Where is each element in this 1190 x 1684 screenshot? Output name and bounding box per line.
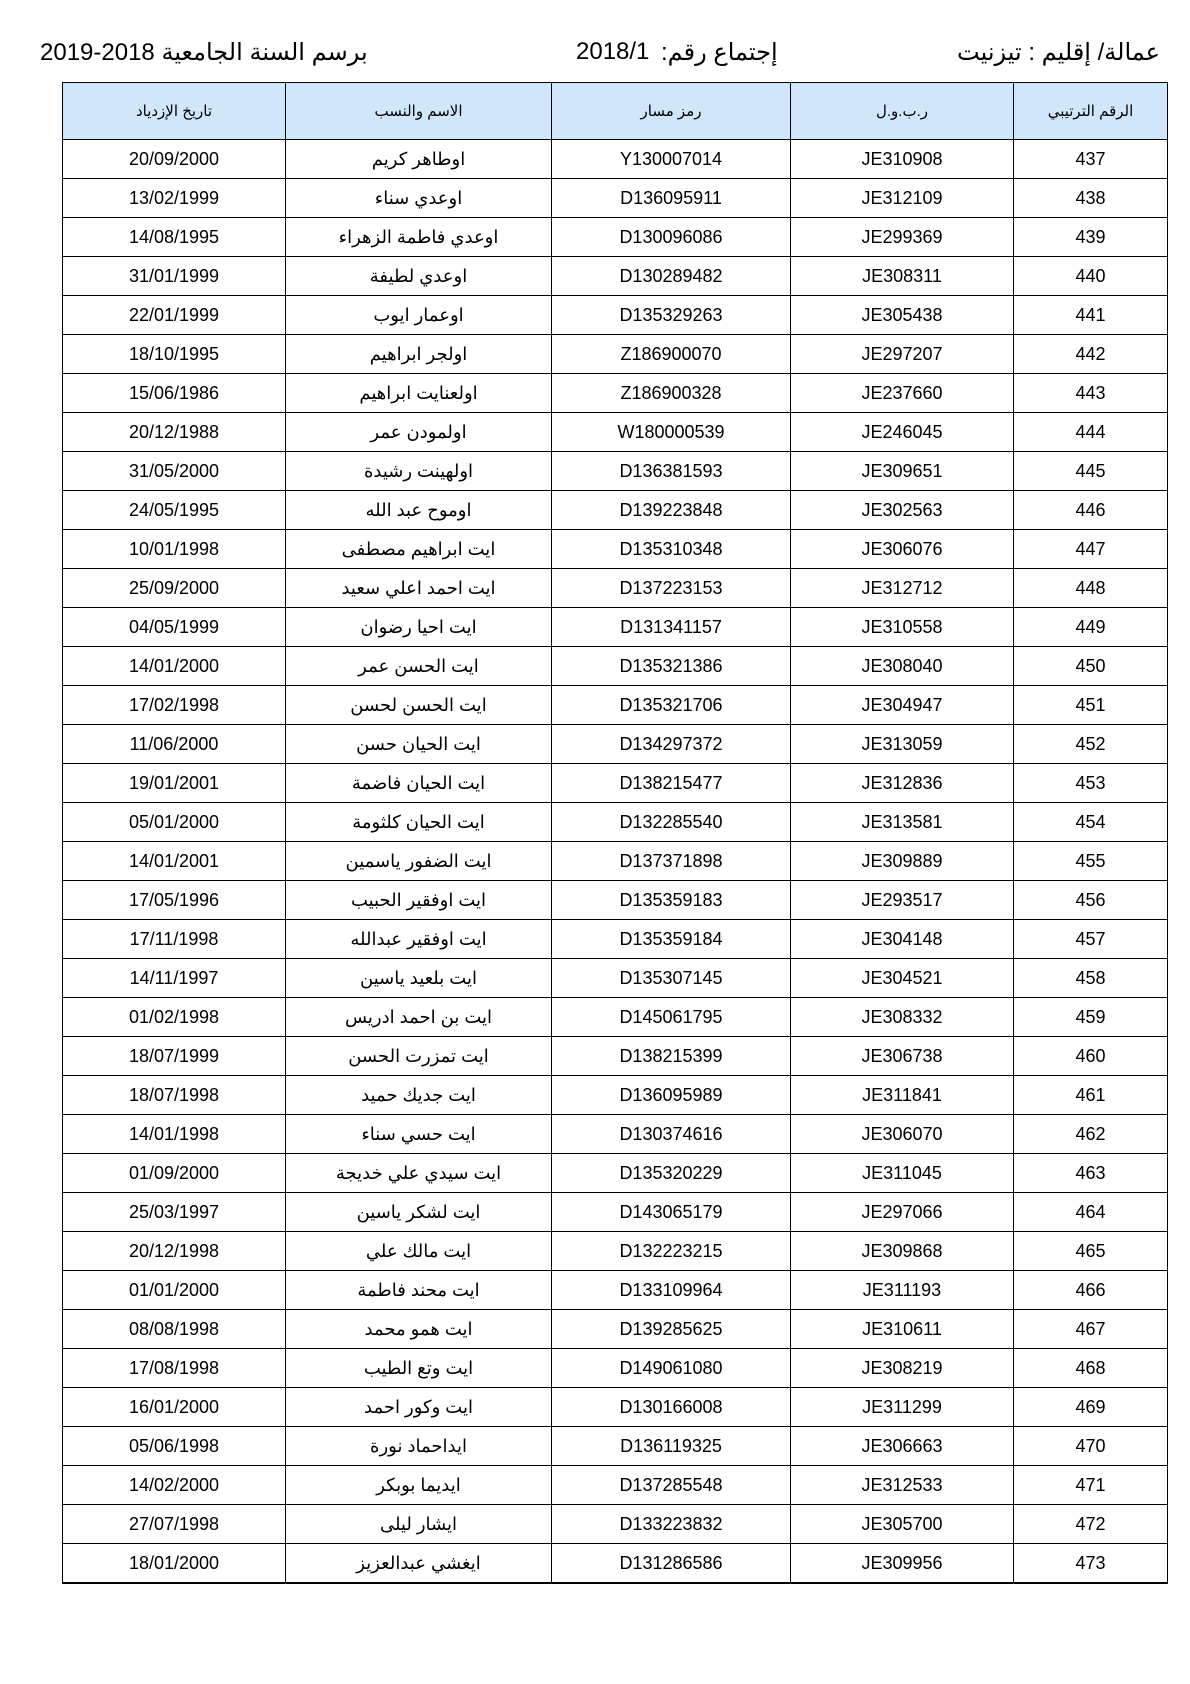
- massar-cell: D132285540: [552, 803, 791, 842]
- cin-cell: JE309956: [791, 1544, 1014, 1584]
- cin-cell: JE309868: [791, 1232, 1014, 1271]
- table-row: [63, 1349, 1168, 1388]
- name-cell: ايت الحسن عمر: [286, 647, 552, 686]
- table-row: [63, 1544, 1168, 1584]
- table-row: [63, 764, 1168, 803]
- table-row: [63, 530, 1168, 569]
- number-cell: 469: [1014, 1388, 1168, 1427]
- birthdate-cell: 18/07/1999: [63, 1037, 286, 1076]
- number-cell: 439: [1014, 218, 1168, 257]
- students-table: [62, 82, 1168, 1584]
- massar-cell: D130096086: [552, 218, 791, 257]
- massar-cell: D137285548: [552, 1466, 791, 1505]
- cin-cell: JE308219: [791, 1349, 1014, 1388]
- table-row: [63, 257, 1168, 296]
- number-cell: 451: [1014, 686, 1168, 725]
- number-cell: 468: [1014, 1349, 1168, 1388]
- table-row: [63, 218, 1168, 257]
- massar-cell: D130289482: [552, 257, 791, 296]
- birthdate-cell: 14/01/2001: [63, 842, 286, 881]
- massar-cell: D149061080: [552, 1349, 791, 1388]
- birthdate-cell: 01/09/2000: [63, 1154, 286, 1193]
- table-row: [63, 1310, 1168, 1349]
- birthdate-cell: 17/11/1998: [63, 920, 286, 959]
- col-header-number: الرقم الترتيبي: [1014, 83, 1168, 140]
- massar-cell: D136095989: [552, 1076, 791, 1115]
- number-cell: 461: [1014, 1076, 1168, 1115]
- massar-cell: D135310348: [552, 530, 791, 569]
- cin-cell: JE310908: [791, 140, 1014, 179]
- number-cell: 447: [1014, 530, 1168, 569]
- col-header-name: الاسم والنسب: [286, 83, 552, 140]
- birthdate-cell: 10/01/1998: [63, 530, 286, 569]
- name-cell: اولمودن عمر: [286, 413, 552, 452]
- birthdate-cell: 15/06/1986: [63, 374, 286, 413]
- birthdate-cell: 19/01/2001: [63, 764, 286, 803]
- cin-cell: JE311193: [791, 1271, 1014, 1310]
- table-row: [63, 179, 1168, 218]
- table-row: [63, 1154, 1168, 1193]
- cin-cell: JE304947: [791, 686, 1014, 725]
- name-cell: ايت بلعيد ياسين: [286, 959, 552, 998]
- massar-cell: D135321386: [552, 647, 791, 686]
- table-row: [63, 920, 1168, 959]
- name-cell: ايت الضفور ياسمين: [286, 842, 552, 881]
- massar-cell: D136119325: [552, 1427, 791, 1466]
- birthdate-cell: 14/01/1998: [63, 1115, 286, 1154]
- table-row: [63, 569, 1168, 608]
- massar-cell: D130166008: [552, 1388, 791, 1427]
- birthdate-cell: 22/01/1999: [63, 296, 286, 335]
- table-row: [63, 491, 1168, 530]
- massar-cell: D145061795: [552, 998, 791, 1037]
- number-cell: 456: [1014, 881, 1168, 920]
- massar-cell: D138215477: [552, 764, 791, 803]
- birthdate-cell: 14/11/1997: [63, 959, 286, 998]
- birthdate-cell: 04/05/1999: [63, 608, 286, 647]
- cin-cell: JE237660: [791, 374, 1014, 413]
- number-cell: 457: [1014, 920, 1168, 959]
- cin-cell: JE308311: [791, 257, 1014, 296]
- name-cell: ايت ابراهيم مصطفى: [286, 530, 552, 569]
- name-cell: ايديما بوبكر: [286, 1466, 552, 1505]
- birthdate-cell: 25/09/2000: [63, 569, 286, 608]
- number-cell: 463: [1014, 1154, 1168, 1193]
- cin-cell: JE306076: [791, 530, 1014, 569]
- name-cell: اوعدي فاطمة الزهراء: [286, 218, 552, 257]
- cin-cell: JE311299: [791, 1388, 1014, 1427]
- table-row: [63, 1076, 1168, 1115]
- number-cell: 465: [1014, 1232, 1168, 1271]
- name-cell: ايت محند فاطمة: [286, 1271, 552, 1310]
- table-row: [63, 998, 1168, 1037]
- massar-cell: D135329263: [552, 296, 791, 335]
- number-cell: 448: [1014, 569, 1168, 608]
- cin-cell: JE305700: [791, 1505, 1014, 1544]
- massar-cell: D130374616: [552, 1115, 791, 1154]
- cin-cell: JE306663: [791, 1427, 1014, 1466]
- birthdate-cell: 13/02/1999: [63, 179, 286, 218]
- col-header-birthdate: تاريخ الإزدياد: [63, 83, 286, 140]
- table-row: [63, 452, 1168, 491]
- table-row: [63, 140, 1168, 179]
- cin-cell: JE302563: [791, 491, 1014, 530]
- col-header-cin: ر.ب.و.ل: [791, 83, 1014, 140]
- table-row: [63, 1115, 1168, 1154]
- name-cell: اولهينت رشيدة: [286, 452, 552, 491]
- name-cell: ايت اوفقير الحبيب: [286, 881, 552, 920]
- massar-cell: D135320229: [552, 1154, 791, 1193]
- birthdate-cell: 20/12/1988: [63, 413, 286, 452]
- name-cell: ايت احمد اعلي سعيد: [286, 569, 552, 608]
- cin-cell: JE309889: [791, 842, 1014, 881]
- number-cell: 459: [1014, 998, 1168, 1037]
- number-cell: 450: [1014, 647, 1168, 686]
- number-cell: 462: [1014, 1115, 1168, 1154]
- name-cell: ايت الحيان حسن: [286, 725, 552, 764]
- birthdate-cell: 31/05/2000: [63, 452, 286, 491]
- number-cell: 438: [1014, 179, 1168, 218]
- massar-cell: D136381593: [552, 452, 791, 491]
- table-row: [63, 1466, 1168, 1505]
- cin-cell: JE306738: [791, 1037, 1014, 1076]
- number-cell: 453: [1014, 764, 1168, 803]
- table-row: [63, 1505, 1168, 1544]
- massar-cell: D137223153: [552, 569, 791, 608]
- number-cell: 441: [1014, 296, 1168, 335]
- birthdate-cell: 17/08/1998: [63, 1349, 286, 1388]
- cin-cell: JE312836: [791, 764, 1014, 803]
- number-cell: 446: [1014, 491, 1168, 530]
- cin-cell: JE309651: [791, 452, 1014, 491]
- cin-cell: JE297066: [791, 1193, 1014, 1232]
- number-cell: 472: [1014, 1505, 1168, 1544]
- name-cell: اوعمار ايوب: [286, 296, 552, 335]
- massar-cell: D143065179: [552, 1193, 791, 1232]
- birthdate-cell: 11/06/2000: [63, 725, 286, 764]
- name-cell: ايت تمزرت الحسن: [286, 1037, 552, 1076]
- birthdate-cell: 31/01/1999: [63, 257, 286, 296]
- cin-cell: JE306070: [791, 1115, 1014, 1154]
- name-cell: ايت لشكر ياسين: [286, 1193, 552, 1232]
- birthdate-cell: 25/03/1997: [63, 1193, 286, 1232]
- number-cell: 464: [1014, 1193, 1168, 1232]
- massar-cell: Z186900328: [552, 374, 791, 413]
- number-cell: 454: [1014, 803, 1168, 842]
- cin-cell: JE312712: [791, 569, 1014, 608]
- cin-cell: JE310611: [791, 1310, 1014, 1349]
- number-cell: 449: [1014, 608, 1168, 647]
- massar-cell: D135359184: [552, 920, 791, 959]
- name-cell: ايت احيا رضوان: [286, 608, 552, 647]
- birthdate-cell: 20/09/2000: [63, 140, 286, 179]
- massar-cell: D131286586: [552, 1544, 791, 1584]
- number-cell: 442: [1014, 335, 1168, 374]
- massar-cell: D139285625: [552, 1310, 791, 1349]
- table-row: [63, 881, 1168, 920]
- birthdate-cell: 18/01/2000: [63, 1544, 286, 1584]
- massar-cell: D137371898: [552, 842, 791, 881]
- table-header-row: [63, 83, 1168, 140]
- massar-cell: Z186900070: [552, 335, 791, 374]
- name-cell: ايت وكور احمد: [286, 1388, 552, 1427]
- birthdate-cell: 01/02/1998: [63, 998, 286, 1037]
- cin-cell: JE297207: [791, 335, 1014, 374]
- birthdate-cell: 05/01/2000: [63, 803, 286, 842]
- table-row: [63, 1388, 1168, 1427]
- cin-cell: JE313059: [791, 725, 1014, 764]
- massar-cell: D132223215: [552, 1232, 791, 1271]
- number-cell: 444: [1014, 413, 1168, 452]
- birthdate-cell: 18/10/1995: [63, 335, 286, 374]
- table-row: [63, 1037, 1168, 1076]
- number-cell: 470: [1014, 1427, 1168, 1466]
- table-row: [63, 413, 1168, 452]
- name-cell: ايت الحيان كلثومة: [286, 803, 552, 842]
- name-cell: اوعدي لطيفة: [286, 257, 552, 296]
- table-row: [63, 842, 1168, 881]
- cin-cell: JE311841: [791, 1076, 1014, 1115]
- number-cell: 452: [1014, 725, 1168, 764]
- massar-cell: Y130007014: [552, 140, 791, 179]
- cin-cell: JE308040: [791, 647, 1014, 686]
- page-header: [40, 38, 1160, 74]
- table-row: [63, 1232, 1168, 1271]
- number-cell: 473: [1014, 1544, 1168, 1584]
- number-cell: 466: [1014, 1271, 1168, 1310]
- name-cell: اوموح عبد الله: [286, 491, 552, 530]
- name-cell: ايت همو محمد: [286, 1310, 552, 1349]
- cin-cell: JE312533: [791, 1466, 1014, 1505]
- name-cell: ايت جديك حميد: [286, 1076, 552, 1115]
- number-cell: 443: [1014, 374, 1168, 413]
- table-row: [63, 374, 1168, 413]
- birthdate-cell: 16/01/2000: [63, 1388, 286, 1427]
- meeting-number: 2018/1: [576, 38, 650, 65]
- table-row: [63, 686, 1168, 725]
- name-cell: اولعنايت ابراهيم: [286, 374, 552, 413]
- table-row: [63, 335, 1168, 374]
- table-row: [63, 725, 1168, 764]
- massar-cell: D136095911: [552, 179, 791, 218]
- cin-cell: JE313581: [791, 803, 1014, 842]
- cin-cell: JE312109: [791, 179, 1014, 218]
- massar-cell: D135307145: [552, 959, 791, 998]
- birthdate-cell: 08/08/1998: [63, 1310, 286, 1349]
- birthdate-cell: 18/07/1998: [63, 1076, 286, 1115]
- birthdate-cell: 17/05/1996: [63, 881, 286, 920]
- name-cell: ايغشي عبدالعزيز: [286, 1544, 552, 1584]
- name-cell: اولجر ابراهيم: [286, 335, 552, 374]
- cin-cell: JE304521: [791, 959, 1014, 998]
- number-cell: 440: [1014, 257, 1168, 296]
- number-cell: 455: [1014, 842, 1168, 881]
- academic-year-label: برسم السنة الجامعية 2018-2019: [40, 39, 368, 66]
- massar-cell: D135321706: [552, 686, 791, 725]
- birthdate-cell: 05/06/1998: [63, 1427, 286, 1466]
- massar-cell: D134297372: [552, 725, 791, 764]
- birthdate-cell: 24/05/1995: [63, 491, 286, 530]
- massar-cell: D138215399: [552, 1037, 791, 1076]
- cin-cell: JE311045: [791, 1154, 1014, 1193]
- birthdate-cell: 17/02/1998: [63, 686, 286, 725]
- table-row: [63, 1193, 1168, 1232]
- birthdate-cell: 01/01/2000: [63, 1271, 286, 1310]
- number-cell: 445: [1014, 452, 1168, 491]
- table-row: [63, 1271, 1168, 1310]
- cin-cell: JE308332: [791, 998, 1014, 1037]
- name-cell: ايت حسي سناء: [286, 1115, 552, 1154]
- number-cell: 437: [1014, 140, 1168, 179]
- birthdate-cell: 27/07/1998: [63, 1505, 286, 1544]
- name-cell: اوطاهر كريم: [286, 140, 552, 179]
- table-row: [63, 608, 1168, 647]
- name-cell: ايت مالك علي: [286, 1232, 552, 1271]
- province-label: عمالة/ إقليم : تيزنيت: [957, 39, 1160, 66]
- cin-cell: JE246045: [791, 413, 1014, 452]
- table-row: [63, 1427, 1168, 1466]
- cin-cell: JE293517: [791, 881, 1014, 920]
- col-header-massar: رمز مسار: [552, 83, 791, 140]
- table-row: [63, 803, 1168, 842]
- birthdate-cell: 20/12/1998: [63, 1232, 286, 1271]
- massar-cell: W180000539: [552, 413, 791, 452]
- massar-cell: D133109964: [552, 1271, 791, 1310]
- name-cell: ايداحماد نورة: [286, 1427, 552, 1466]
- birthdate-cell: 14/02/2000: [63, 1466, 286, 1505]
- massar-cell: D135359183: [552, 881, 791, 920]
- birthdate-cell: 14/08/1995: [63, 218, 286, 257]
- table-row: [63, 647, 1168, 686]
- table-row: [63, 959, 1168, 998]
- cin-cell: JE299369: [791, 218, 1014, 257]
- cin-cell: JE310558: [791, 608, 1014, 647]
- number-cell: 471: [1014, 1466, 1168, 1505]
- massar-cell: D131341157: [552, 608, 791, 647]
- massar-cell: D133223832: [552, 1505, 791, 1544]
- name-cell: ايت بن احمد ادريس: [286, 998, 552, 1037]
- meeting-label: إجتماع رقم:: [661, 39, 778, 66]
- number-cell: 467: [1014, 1310, 1168, 1349]
- birthdate-cell: 14/01/2000: [63, 647, 286, 686]
- number-cell: 458: [1014, 959, 1168, 998]
- number-cell: 460: [1014, 1037, 1168, 1076]
- name-cell: ايت اوفقير عبدالله: [286, 920, 552, 959]
- table-row: [63, 296, 1168, 335]
- name-cell: ايت سيدي علي خديجة: [286, 1154, 552, 1193]
- name-cell: ايت الحيان فاضمة: [286, 764, 552, 803]
- cin-cell: JE304148: [791, 920, 1014, 959]
- name-cell: ايت الحسن لحسن: [286, 686, 552, 725]
- cin-cell: JE305438: [791, 296, 1014, 335]
- name-cell: ايشار ليلى: [286, 1505, 552, 1544]
- massar-cell: D139223848: [552, 491, 791, 530]
- name-cell: اوعدي سناء: [286, 179, 552, 218]
- name-cell: ايت وتع الطيب: [286, 1349, 552, 1388]
